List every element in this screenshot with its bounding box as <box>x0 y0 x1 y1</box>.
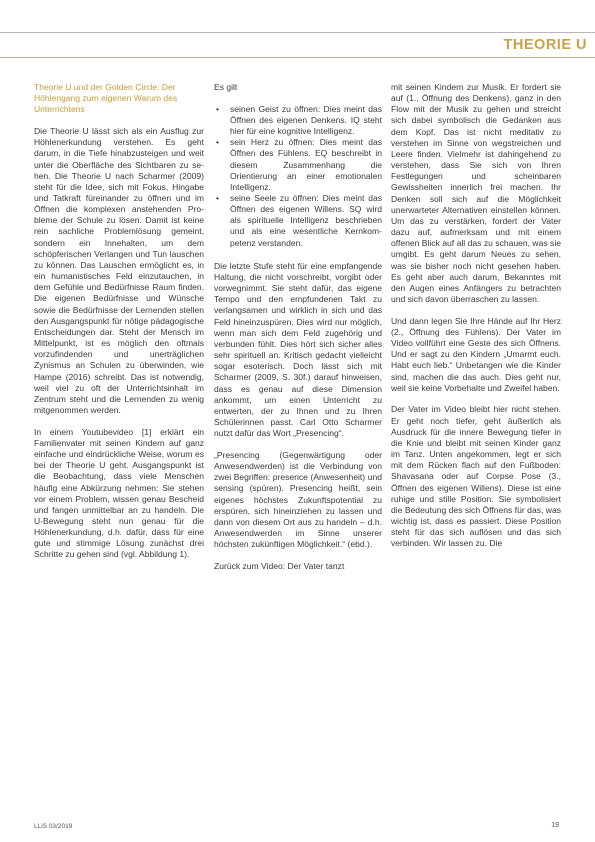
paragraph: In einem Youtubevideo [1] erklärt ein Familienvater mit seinen Kindern auf ganz einfache und eindrückliche Weise, worum es bei der Theorie U geht. Ausgangspunkt ist die Beobachtung, dass viele Menschen häufig eine Abkürzung nehmen: Sie stehen vor einem Problem, wissen genau Bescheid und fangen unmittelbar an zu handeln. Die U-Bewegung steht nun genau für die Höhlenerkundung, d.h. dafür, dass für eine gute und stimmige Lösung zunächst drei Schritte zu gehen sind (vgl. Abbildung 1). <box>34 426 204 560</box>
paragraph: Und dann legen Sie Ihre Hände auf Ihr Herz (2., Öffnung des Fühlens). Der Vater im Video vollführt eine Geste des sich Öffnens. Und er sagt zu den Kindern „Umarmt euch. Habt euch lieb.“ Unbetangen wie die Kinder sind, machen die das auch. Dies geht nur, weil sie keine Vorbehalte und Zweifel haben. <box>391 315 561 393</box>
list-item <box>214 137 382 193</box>
top-rule <box>0 32 595 33</box>
list-item <box>214 193 382 249</box>
section-title: Theorie U und der Golden Circle: Der Höhlengang zum eigenen Warum des Unterrichtens <box>34 82 178 115</box>
page-number: 19 <box>551 822 559 829</box>
list-item-text: sein Herz zu öffnen: Dies meint das Öffnen des Fühlens. EQ beschreibt in diesem Zusammenhang die Orientierung an einer emotionalen Intelligenz. <box>230 137 382 192</box>
paragraph: Zurück zum Video: Der Vater tanzt <box>214 560 345 571</box>
bullet-icon: • <box>216 103 219 114</box>
paragraph: Die Theorie U lässt sich als ein Ausflug zur Höhlenerkundung verstehen. Es geht darum, in die Tiefe hinabzusteigen und weit unter die Oberfläche des Sichtbaren zu sehen. Die Theorie U nach Scharmer (2009) steht für die Idee, sich mit Fokus, Hingabe und Tatkraft füreinander zu öffnen und im Öffnen die komplexen anstehenden Probleme der Schule zu lösen. Damit ist keine rein sachliche Problemlösung gemeint, sondern ein Innehalten, um dem schöpferischen Verlangen und Tun lauschen zu können. Das Lauschen ermöglicht es, in ein humanistisches Feld einzutauchen, in dem Gefühle und Bedürfnisse Raum finden. Die eigenen Bedürfnisse und Wünsche sowie die Bedürfnisse der Lernenden stellen den Ausgangspunkt für nötige pädagogische Entscheidungen dar. Steht der Mensch im Mittelpunkt, ist es möglich den oftmals vorzufindenden und unerträglichen Zynismus an Schulen zu überwinden, wie Hampe (2016) schreibt. Das ist notwendig, weil viel zu oft der Unterrichtsinhalt im Zentrum steht und die Lernenden zu wenig mitgenommen werden. <box>34 126 204 415</box>
column-right <box>391 82 561 560</box>
intro-text: Es gilt <box>214 82 238 92</box>
bullet-icon: • <box>216 137 219 148</box>
page-header-title: THEORIE U <box>503 37 587 53</box>
bullet-icon: • <box>216 193 219 203</box>
header-rule <box>0 57 595 58</box>
paragraph: „Presencing (Gegenwärtigung oder Anwesendwerden) ist die Verbindung von zwei Begriffen: presence (Anwesenheit) und sensing (spüren). Presencing heißt, sein eigenes höchstes Zukunftspotential zu erspüren, sich hineinziehen zu lassen und dann von diesem Ort aus zu handeln – d.h. Anwesendwerden im Sinne unserer höchsten zukünftigen Möglichkeit.“ (ebd.). <box>214 449 382 550</box>
bullet-list <box>214 104 382 249</box>
footer-issue: LLiS 03/2019 <box>34 823 73 830</box>
paragraph: Die letzte Stufe steht für eine empfangende Haltung, die nicht vorschreibt, vorgibt oder vorwegnimmt. Sie steht dafür, das eigene Tempo und den empfundenen Takt zu verlangsamen und wirklich in sich und das Feld hineinzuspüren. Dies wird nur möglich, wenn man sich dem Feld zugehörig und verbunden fühlt. Dies hört sich sicher alles sehr spirituell an. Kritisch gedacht vielleicht sogar esoterisch. Doch lässt sich mit Scharmer (2009, S. 30f.) darauf hinweisen, dass es genau auf diese Dimension ankommt, um einen Unterricht zu entwerten, der zu Ihnen und zu Ihren Schülerinnen passt. Carl Otto Scharmer nutzt dafür das Wort „Presencing“. <box>214 260 382 439</box>
list-item-text: seine Seele zu öffnen: Dies meint das Öffnen des eigenen Willens. SQ wird als spirituelle Intelligenz beschrieben und als eine wesentliche Kernkompetenz verstanden. <box>230 193 382 248</box>
column-middle <box>214 82 382 583</box>
paragraph: Der Vater im Video bleibt hier nicht stehen. Er geht noch tiefer, geht äußerlich als Ausdruck für die innere Bewegung tiefer in die Knie und bleibt mit seinen Kinder ganz im Tanz. Unten angekommen, legt er sich mit dem Rücken flach auf den Fußboden: Shavasana oder auf Corpse Pose (3., Öffnen des eigenen Willens). Diese ist eine ruhige und stille Position. Sie symbolisiert die Bedeutung des sich Öffnens für das, was wichtig ist, dass es passiert. Diese Position steht für das sich auflösen und das sich verbinden. Wir lassen zu. Die <box>391 404 561 549</box>
list-item <box>214 104 382 137</box>
list-item-text: seinen Geist zu öffnen: Dies meint das Öffnen des eigenen Denkens. IQ steht hier für eine kognitive Intelligenz. <box>230 103 382 137</box>
column-left <box>34 82 204 571</box>
paragraph: mit seinen Kindern zur Musik. Er fordert sie auf (1., Öffnung des Denkens), ganz in den Flow mit der Musik zu gehen und streicht sich dabei symbolisch die Gedanken aus dem Kopf. Das ist nicht meditativ zu verstehen im Sinne von wegstreichen und Leere finden. Vielmehr ist dahingehend zu verstehen, dass Sie sich von Ihren Festlegungen und scheinbaren Gewissheiten innerlich frei machen. Ihr Denken soll sich auf die Möglichkeit unerwarteter Alternativen einstellen können. Um das zu verstärken, fordert der Vater dazu auf, aufmerksam und mit einem offenen Blick auf all das zu schauen, was sie umgibt. Es geht darum Neues zu sehen, was sie bisher noch nicht gesehen haben. Es geht aber auch darum, Bekanntes mit den Augen eines Anfängers zu betrachten und sich davon überraschen zu lassen. <box>391 82 561 304</box>
